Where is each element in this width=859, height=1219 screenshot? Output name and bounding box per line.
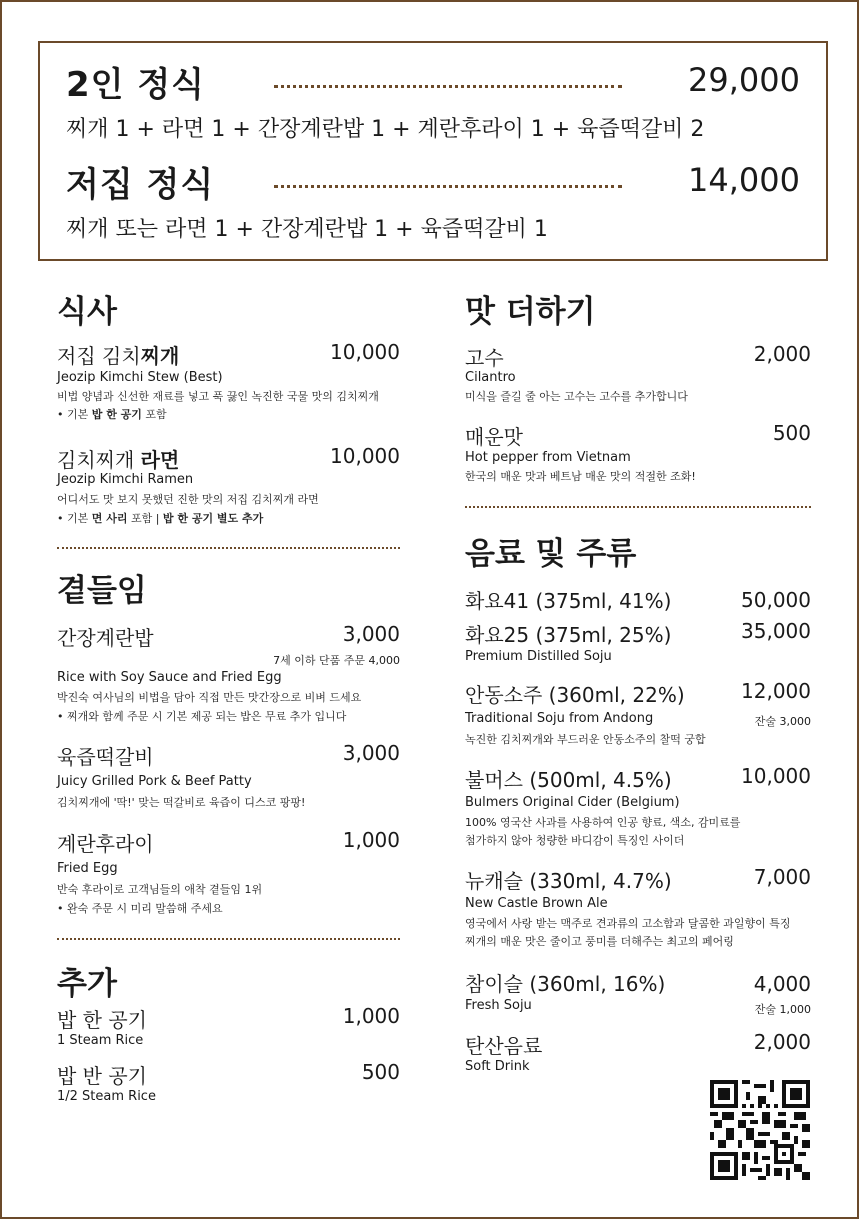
item-english: Bulmers Original Cider (Belgium) [465, 795, 680, 810]
qr-code-icon[interactable] [710, 1080, 810, 1180]
item-price: 500 [361, 1060, 400, 1084]
item-name: 간장계란밥 [57, 626, 154, 650]
section-title-extra: 추가 [57, 966, 117, 1002]
set-name: 2인 정식 [66, 65, 206, 105]
item-english: Soft Drink [465, 1059, 530, 1074]
item-price: 10,000 [741, 764, 811, 788]
item-description: 녹진한 김치찌개와 부드러운 안동소주의 찰떡 궁합 [465, 733, 706, 746]
item-english: 1/2 Steam Rice [57, 1089, 156, 1104]
item-price: 10,000 [330, 340, 400, 364]
item-description: 김치찌개에 '딱!' 맞는 떡갈비로 육즙이 디스코 팡팡! [57, 796, 306, 809]
item-note: • 찌개와 함께 주문 시 기본 제공 되는 밥은 무료 추가 입니다 [57, 710, 347, 723]
item-name: 불머스 (500ml, 4.5%) [465, 768, 672, 792]
item-english: Cilantro [465, 370, 516, 385]
item-description-line2: 첨가하지 않아 청량한 바디감이 특징인 사이더 [465, 834, 685, 847]
item-name: 뉴캐슬 (330ml, 4.7%) [465, 869, 672, 893]
item-name: 매운맛 [465, 425, 523, 449]
set-menu-jeozip [66, 157, 806, 242]
item-description-line2: 찌개의 매운 맛은 줄이고 풍미를 더해주는 최고의 페어링 [465, 935, 734, 948]
item-description: 반숙 후라이로 고객님들의 애착 곁들임 1위 [57, 883, 263, 896]
item-description: 미식을 즐길 줄 아는 고수는 고수를 추가합니다 [465, 390, 688, 403]
item-price: 2,000 [753, 342, 811, 366]
item-price: 7,000 [753, 865, 811, 889]
item-english: Premium Distilled Soju [465, 649, 612, 664]
item-price: 10,000 [330, 444, 400, 468]
item-name: 안동소주 (360ml, 22%) [465, 683, 685, 707]
section-divider [57, 938, 400, 940]
item-price: 50,000 [741, 588, 811, 612]
item-english: Fried Egg [57, 861, 118, 876]
item-english: Traditional Soju from Andong [465, 711, 654, 726]
item-name: 밥 반 공기 [57, 1064, 147, 1088]
item-description: 한국의 매운 맛과 베트남 매운 맛의 적절한 조화! [465, 470, 696, 483]
item-name: 계란후라이 [57, 832, 154, 856]
item-name: 저집 김치찌개 [57, 344, 180, 368]
set-menu-2person [66, 57, 806, 142]
item-note: • 기본 면 사리 포함 | 밥 한 공기 별도 추가 [57, 512, 264, 525]
item-description: 영국에서 사랑 받는 맥주로 견과류의 고소함과 달콤한 과일향이 특징 [465, 917, 791, 930]
item-name: 화요25 (375ml, 25%) [465, 623, 672, 647]
set-desc: 찌개 1 + 라면 1 + 간장계란밥 1 + 계란후라이 1 + 육즙떡갈비 2 [66, 117, 705, 142]
item-english: Jeozip Kimchi Ramen [57, 472, 194, 487]
section-divider [465, 506, 811, 508]
section-title-drinks: 음료 및 주류 [465, 536, 637, 572]
item-name: 화요41 (375ml, 41%) [465, 589, 672, 613]
item-name: 참이슬 (360ml, 16%) [465, 972, 666, 996]
set-menu-box [38, 41, 828, 261]
section-title-sides: 곁들임 [57, 573, 147, 609]
item-price: 12,000 [741, 679, 811, 703]
item-note: • 기본 밥 한 공기 포함 [57, 408, 167, 421]
item-description: 비법 양념과 신선한 재료를 넣고 푹 끓인 녹진한 국물 맛의 김치찌개 [57, 390, 379, 403]
dotted-leader [274, 185, 622, 188]
dotted-leader [274, 85, 622, 88]
item-side-price: 잔술 3,000 [754, 715, 811, 728]
item-english: Juicy Grilled Pork & Beef Patty [57, 774, 252, 789]
item-price: 35,000 [741, 619, 811, 643]
item-price: 1,000 [342, 1004, 400, 1028]
item-english: Rice with Soy Sauce and Fried Egg [57, 670, 282, 685]
item-price: 3,000 [342, 741, 400, 765]
item-english: New Castle Brown Ale [465, 896, 608, 911]
set-price: 29,000 [688, 61, 800, 99]
set-desc: 찌개 또는 라면 1 + 간장계란밥 1 + 육즙떡갈비 1 [66, 217, 548, 242]
item-english: Jeozip Kimchi Stew (Best) [57, 370, 223, 385]
set-name: 저집 정식 [66, 165, 215, 205]
item-price: 1,000 [342, 828, 400, 852]
section-divider [57, 547, 400, 549]
item-name: 김치찌개 라면 [57, 448, 180, 472]
section-title-addon: 맛 더하기 [465, 294, 596, 330]
set-price: 14,000 [688, 161, 800, 199]
item-note: • 완숙 주문 시 미리 말씀해 주세요 [57, 902, 223, 915]
item-name: 고수 [465, 346, 504, 370]
item-english: Hot pepper from Vietnam [465, 450, 631, 465]
item-price: 4,000 [753, 972, 811, 996]
item-side-price: 7세 이하 단품 주문 4,000 [273, 654, 400, 667]
item-side-price: 잔술 1,000 [754, 1003, 811, 1016]
section-title-meal: 식사 [57, 294, 117, 330]
item-name: 탄산음료 [465, 1034, 543, 1058]
item-name: 육즙떡갈비 [57, 745, 154, 769]
item-description: 100% 영국산 사과를 사용하여 인공 향료, 색소, 감미료를 [465, 816, 741, 829]
item-price: 2,000 [753, 1030, 811, 1054]
item-price: 500 [772, 421, 811, 445]
item-name: 밥 한 공기 [57, 1008, 147, 1032]
item-description: 어디서도 맛 보지 못했던 진한 맛의 저집 김치찌개 라면 [57, 493, 319, 506]
item-english: 1 Steam Rice [57, 1033, 144, 1048]
item-price: 3,000 [342, 622, 400, 646]
item-english: Fresh Soju [465, 998, 532, 1013]
item-description: 박진숙 여사님의 비법을 담아 직접 만든 맛간장으로 비벼 드세요 [57, 691, 362, 704]
